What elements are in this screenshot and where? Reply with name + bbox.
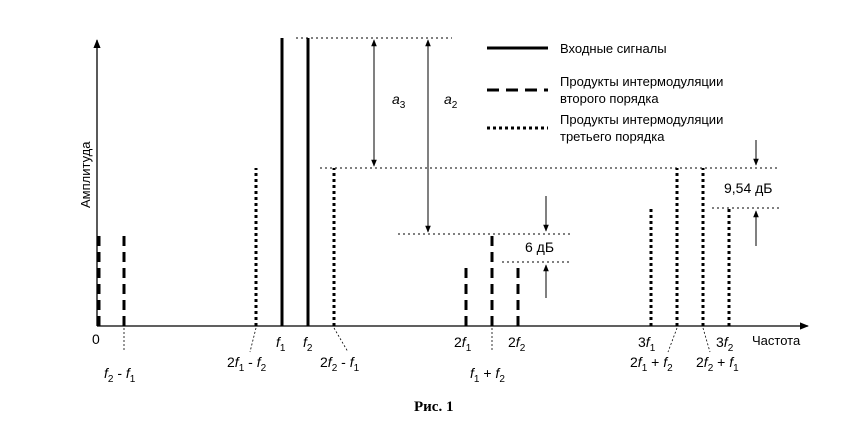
tick-f2: $f_2$ bbox=[303, 334, 313, 354]
tick-f1-plus-f2: $f_1 + f_2$ bbox=[470, 365, 505, 385]
legend-label-inputs: Входные сигналы bbox=[560, 41, 667, 56]
tick-2f2: $2f_2$ bbox=[508, 334, 526, 354]
y-axis-label: Амплитуда bbox=[78, 141, 93, 208]
tick-2f1: $2f_1$ bbox=[454, 334, 472, 354]
tick-3f2: $3f_2$ bbox=[716, 334, 734, 354]
x-axis-label: Частота bbox=[752, 333, 801, 348]
a2-label: $a_2$ bbox=[444, 91, 458, 111]
leader-2f2-plus-f1 bbox=[703, 328, 710, 352]
a3-label: $a_3$ bbox=[392, 91, 406, 111]
legend-label-imd2-line2: второго порядка bbox=[560, 91, 659, 106]
tick-2f1-plus-f2: $2f_1 + f_2$ bbox=[630, 354, 673, 374]
db6-label: 6 дБ bbox=[525, 239, 555, 255]
leader-2f1-plus-f2 bbox=[668, 328, 677, 352]
legend-label-imd3-line2: третьего порядка bbox=[560, 129, 665, 144]
legend-label-imd3-line1: Продукты интермодуляции bbox=[560, 112, 724, 127]
tick-2f1-minus-f2: $2f_1 - f_2$ bbox=[227, 354, 267, 374]
db954-label: 9,54 дБ bbox=[724, 180, 773, 196]
tick-3f1: $3f_1$ bbox=[638, 334, 656, 354]
leader-2f2-minus-f1 bbox=[334, 328, 348, 352]
tick-f1: $f_1$ bbox=[276, 334, 286, 354]
tick-f2-minus-f1: $f_2 - f_1$ bbox=[104, 365, 136, 385]
leader-2f1-minus-f2 bbox=[250, 328, 256, 352]
legend bbox=[487, 41, 723, 144]
tick-2f2-plus-f1: $2f_2 + f_1$ bbox=[696, 354, 739, 374]
tick-2f2-minus-f1: $2f_2 - f_1$ bbox=[320, 354, 360, 374]
legend-label-imd2-line1: Продукты интермодуляции bbox=[560, 74, 724, 89]
figure-caption: Рис. 1 bbox=[414, 399, 454, 415]
origin-label: 0 bbox=[92, 331, 100, 347]
